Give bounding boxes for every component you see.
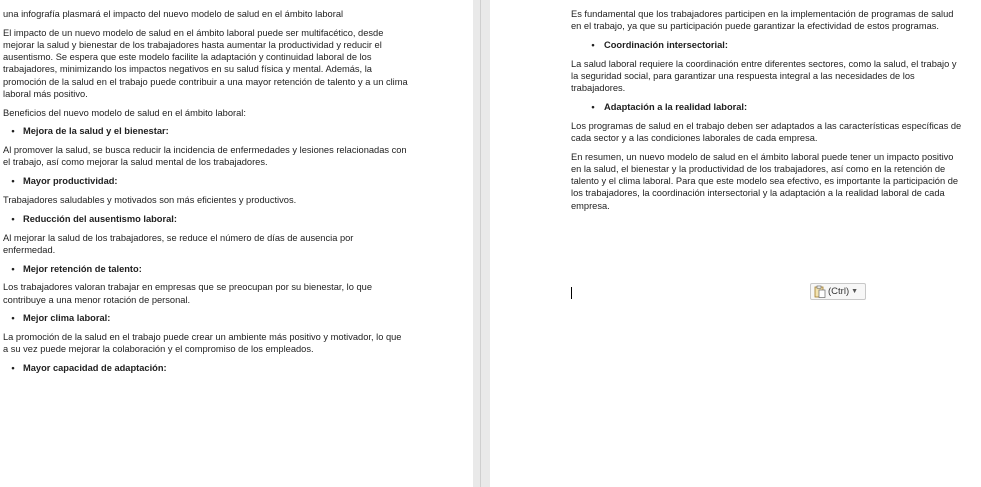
bullet-item-text: Al promover la salud, se busca reducir la incidencia de enfermedades y lesiones relacionadas con el trabajo, así como mejorar la salud mental de los trabajadores. xyxy=(3,145,407,168)
bullet-title-text: Mayor capacidad de adaptación: xyxy=(23,363,167,374)
bullet-item-title xyxy=(571,39,963,51)
document-page-left[interactable] xyxy=(0,0,473,487)
bullet-item-title xyxy=(571,101,963,113)
bullet-title-text: Mejora de la salud y el bienestar: xyxy=(23,126,169,137)
bullet-title-text: Adaptación a la realidad laboral: xyxy=(604,102,748,112)
bullet-dot: • xyxy=(11,313,15,324)
bullet-title-text: Reducción del ausentismo laboral: xyxy=(23,213,177,224)
bullet-item-text: Trabajadores saludables y motivados son más eficientes y productivos. xyxy=(3,195,297,205)
bullet-item-title xyxy=(3,125,408,137)
page-content-right[interactable] xyxy=(571,8,963,218)
page-content-left[interactable] xyxy=(3,8,408,381)
bullet-dot: • xyxy=(591,102,595,112)
bullet-title-text: Coordinación intersectorial: xyxy=(604,40,728,50)
bullet-item-title xyxy=(3,362,408,374)
participation-paragraph: Es fundamental que los trabajadores participen en la implementación de programas de salud en el trabajo, ya que su participación puede garantizar la efectividad de estos programas. xyxy=(571,9,954,32)
bullet-dot: • xyxy=(11,176,15,187)
bullet-item-text: Los trabajadores valoran trabajar en empresas que se preocupan por su bienestar, lo que contribuye a una menor rotación de personal. xyxy=(3,282,373,305)
bullet-item-title xyxy=(3,312,408,324)
bullet-item-title xyxy=(3,263,408,275)
bullet-dot: • xyxy=(11,213,15,224)
bullet-title-text: Mejor retención de talento: xyxy=(23,263,142,274)
intro-line: una infografía plasmará el impacto del nuevo modelo de salud en el ámbito laboral xyxy=(3,9,344,19)
benefits-heading: Beneficios del nuevo modelo de salud en el ámbito laboral: xyxy=(3,107,246,118)
bullet-item-text: La promoción de la salud en el trabajo puede crear un ambiente más positivo y motivador, lo que a su vez puede mejorar la colaboración y el compromiso de los empleados. xyxy=(3,332,402,355)
text-cursor[interactable] xyxy=(571,287,572,299)
chevron-down-icon: ▼ xyxy=(851,288,859,295)
clipboard-icon xyxy=(814,285,826,298)
bullet-dot: • xyxy=(11,126,15,137)
page-divider xyxy=(480,0,481,487)
document-page-right[interactable] xyxy=(490,0,981,487)
bullet-title-text: Mayor productividad: xyxy=(23,176,118,187)
summary-paragraph: En resumen, un nuevo modelo de salud en el ámbito laboral puede tener un impacto positivo en la salud, el bienestar y la productividad de los trabajadores, así como en la retención de talento y el clima laboral. Para que este modelo sea efectivo, es importante la participación de los trabajadores, la coordinación intersectorial y la adaptación a la realidad laboral de cada empresa. xyxy=(571,151,959,211)
bullet-title-text: Mejor clima laboral: xyxy=(23,313,111,324)
bullet-item-title xyxy=(3,213,408,225)
bullet-item-text: Al mejorar la salud de los trabajadores, se reduce el número de días de ausencia por enfermedad. xyxy=(3,232,354,255)
bullet-dot: • xyxy=(591,40,595,50)
intro-paragraph: El impacto de un nuevo modelo de salud en el ámbito laboral puede ser multifacético, desde mejorar la salud y bienestar de los trabajadores hasta aumentar la productividad y reducir el ausentismo. Se espera que este modelo facilite la adaptación y continuidad laboral de los trabajadores, minimizando los impactos negativos en su salud física y mental. Además, la promoción de la salud en el trabajo puede contribuir a una mayor retención de talento y a un clima laboral más positivo. xyxy=(3,27,408,99)
bullet-dot: • xyxy=(11,263,15,274)
bullet-item-text: La salud laboral requiere la coordinación entre diferentes sectores, como la salud, el trabajo y la seguridad social, para garantizar una respuesta integral a las necesidades de los trabajadores. xyxy=(571,58,957,94)
bullet-item-title xyxy=(3,175,408,187)
paste-options-button[interactable] xyxy=(810,283,866,300)
bullet-dot: • xyxy=(11,363,15,374)
paste-options-label: (Ctrl) xyxy=(828,286,850,297)
bullet-item-text: Los programas de salud en el trabajo deben ser adaptados a las características específicas de cada sector y a las condiciones laborales de cada empresa. xyxy=(571,120,962,143)
